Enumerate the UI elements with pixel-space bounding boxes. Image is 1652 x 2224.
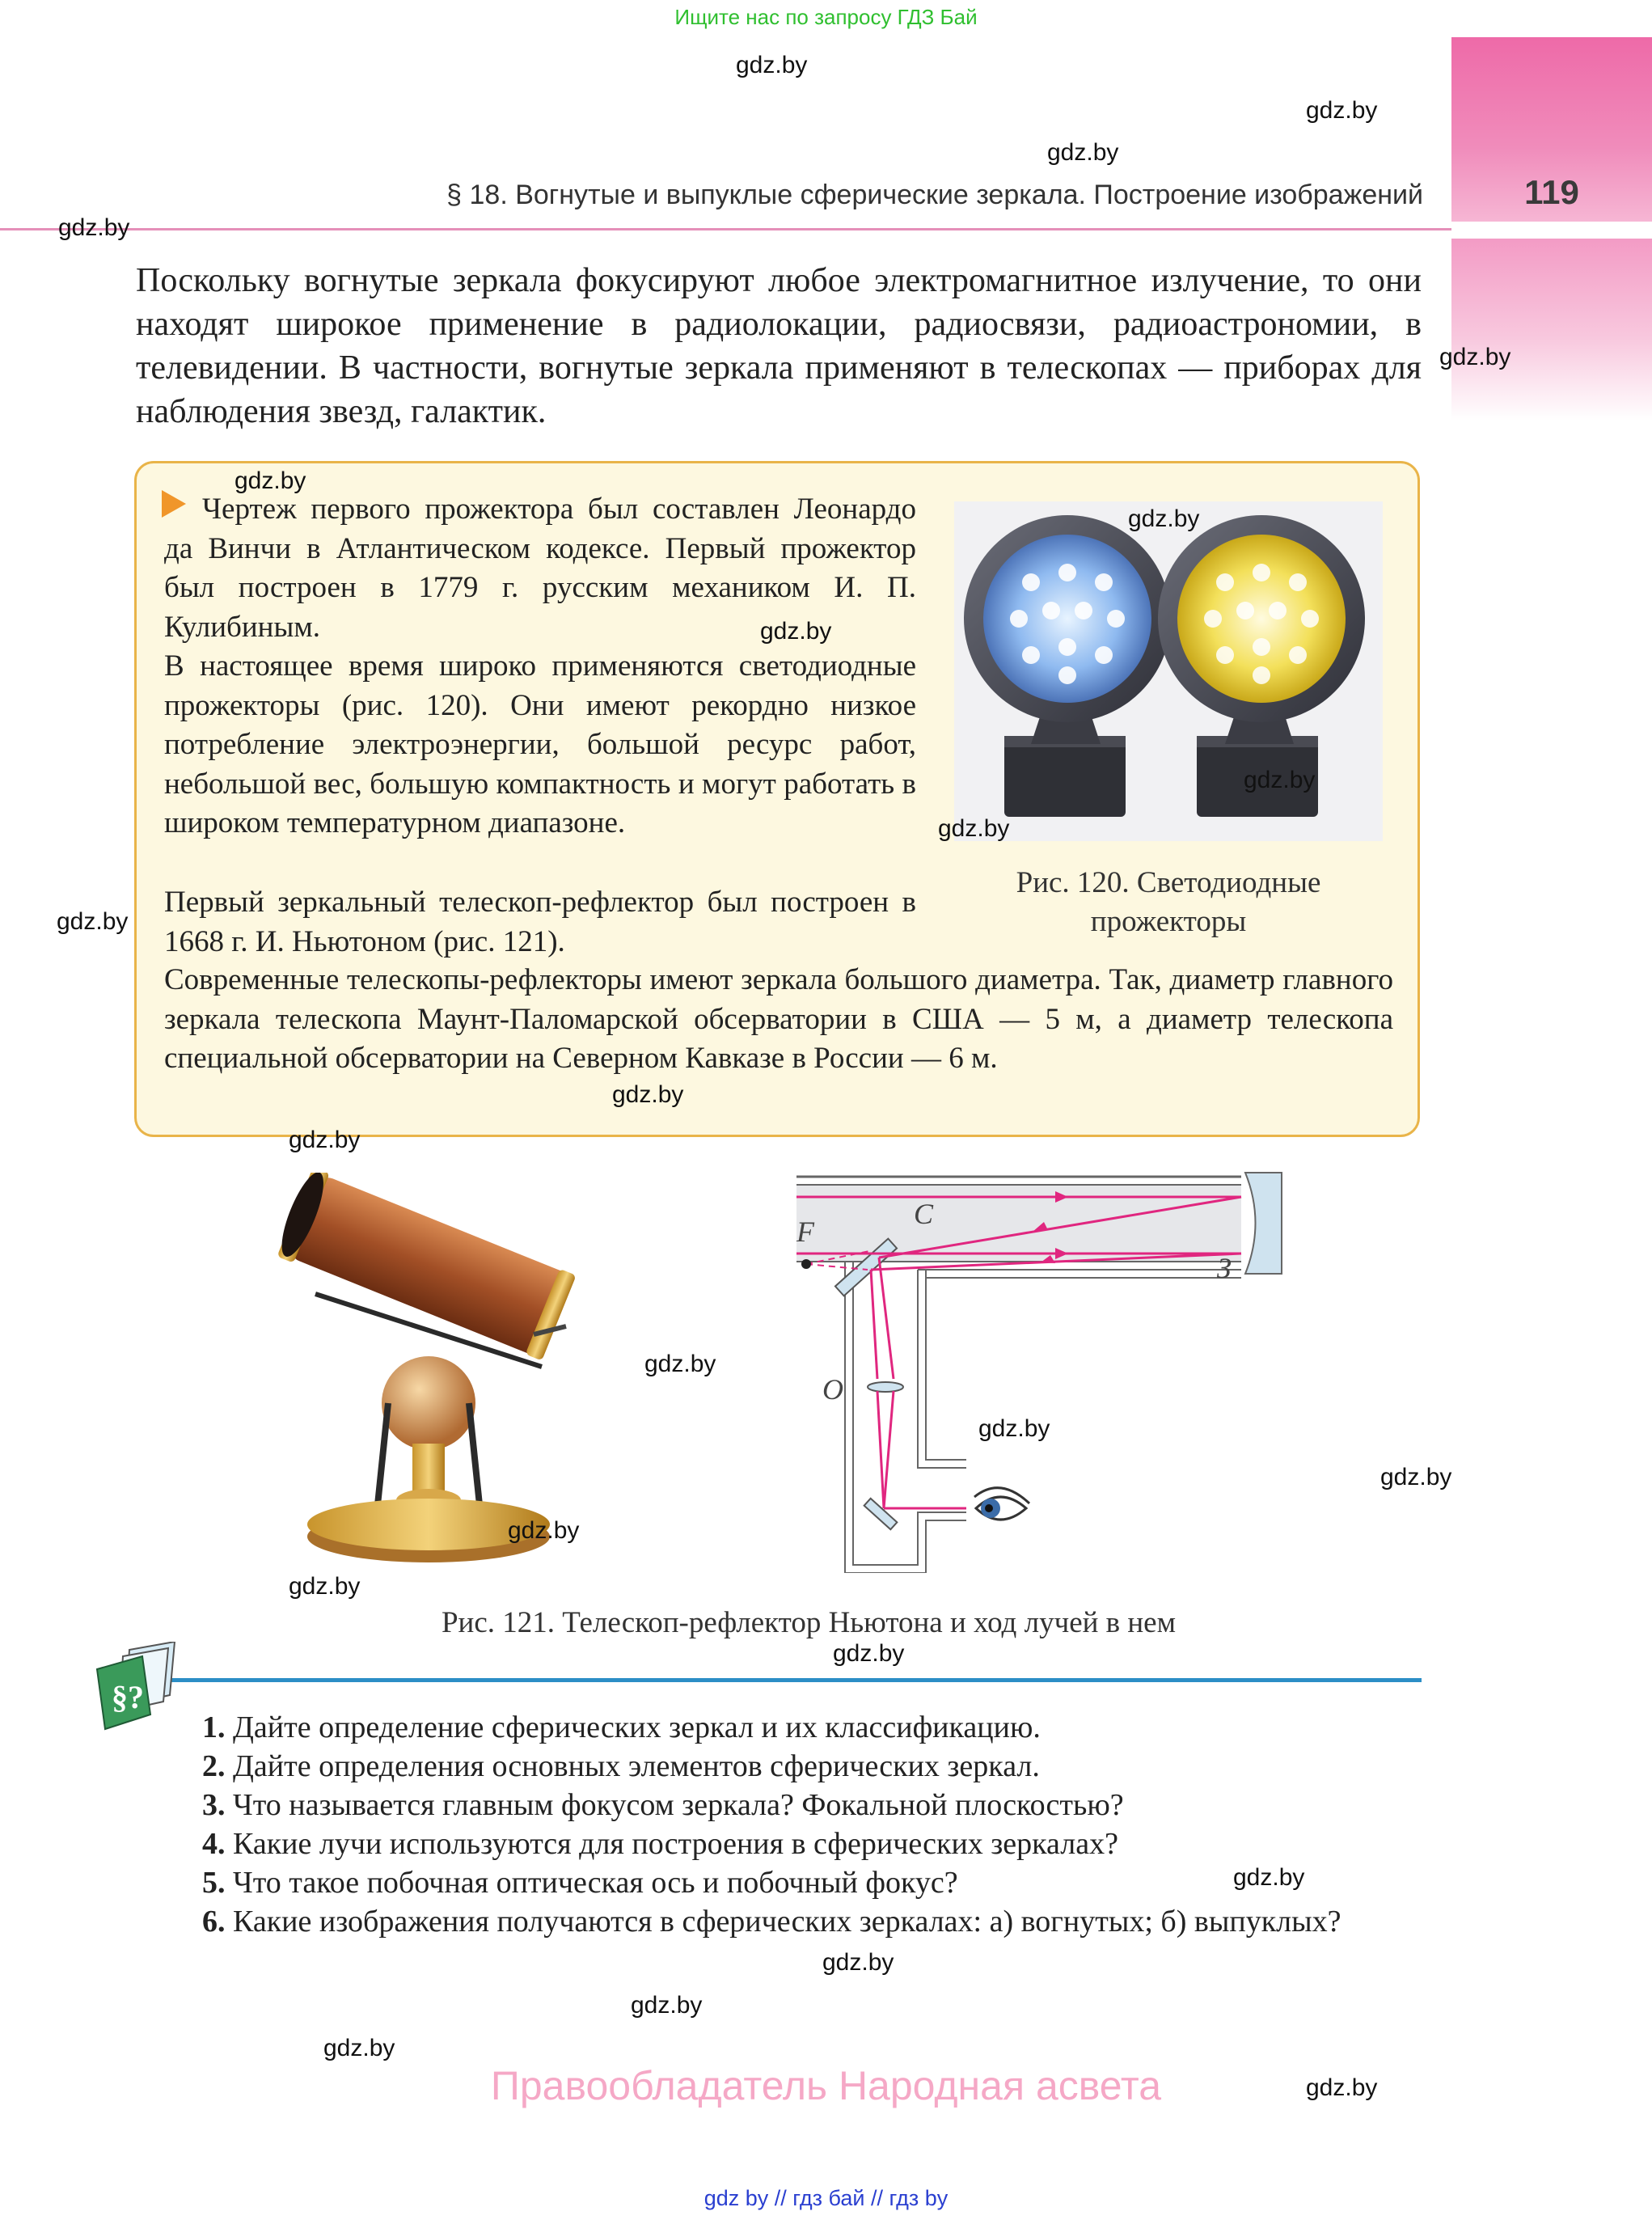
watermark: gdz.by — [938, 815, 1010, 842]
watermark: gdz.by — [736, 52, 808, 78]
newton-telescope-photo — [267, 1173, 590, 1569]
question-item: 3. Что называется главным фокусом зеркала? Фокальной плоскостью? — [202, 1788, 1124, 1822]
watermark: gdz.by — [323, 2035, 395, 2061]
watermark: gdz.by — [612, 1081, 684, 1108]
watermark: gdz.by — [289, 1127, 361, 1153]
question-icon-text: §? — [112, 1679, 144, 1715]
info-paragraph-1: Чертеж первого прожектора был составлен Леонардо да Винчи в Атлантическом кодексе. Первый прожектор был построен в 1779 г. русским механиком И. П. Кулибиным. — [164, 493, 916, 644]
watermark: gdz.by — [978, 1415, 1050, 1442]
question-item: 6. Какие изображения получаются в сферических зеркалах: а) вогнутых; б) выпуклых? — [202, 1905, 1341, 1939]
fig120-caption: Рис. 120. Светодиодные прожекторы — [1016, 866, 1321, 938]
fig121-caption: Рис. 121. Телескоп-рефлектор Ньютона и ход лучей в нем — [441, 1606, 1177, 1639]
watermark: gdz.by — [57, 908, 129, 935]
watermark: gdz.by — [58, 214, 130, 241]
question-item: 5. Что такое побочная оптическая ось и побочный фокус? — [202, 1866, 958, 1900]
watermark: gdz.by — [234, 467, 306, 494]
watermark: gdz.by — [1306, 2074, 1378, 2101]
bottom-links[interactable]: gdz by // гдз бай // гдз by — [703, 2186, 949, 2210]
floodlights-photo — [954, 501, 1383, 841]
watermark: gdz.by — [1439, 344, 1511, 370]
label-c: C — [914, 1198, 934, 1230]
running-header: § 18. Вогнутые и выпуклые сферические зеркала. Построение изображений — [446, 180, 1423, 210]
info-paragraph-2: В настоящее время широко применяются светодиодные прожекторы (рис. 120). Они имеют рекордно низкое потребление электроэнергии, большой ресурс работ, небольшой вес, большую компактность и могут работать в широком температурном диапазоне. — [164, 649, 916, 839]
copyright-notice: Правообладатель Народная асвета — [490, 2063, 1162, 2108]
top-banner[interactable]: Ищите нас по запросу ГДЗ Бай — [674, 5, 978, 29]
watermark: gdz.by — [644, 1351, 716, 1377]
question-item: 1. Дайте определение сферических зеркал и их классификацию. — [202, 1710, 1041, 1744]
watermark: gdz.by — [1233, 1864, 1305, 1891]
watermark: gdz.by — [833, 1640, 905, 1667]
label-o: O — [822, 1373, 843, 1406]
questions-rule — [166, 1678, 1422, 1682]
page-number: 119 — [1524, 173, 1579, 211]
info-paragraph-3: Первый зеркальный телескоп-рефлектор был построен в 1668 г. И. Ньютоном (рис. 121). — [164, 886, 916, 958]
label-mirror: З — [1217, 1252, 1232, 1284]
question-item: 4. Какие лучи используются для построения в сферических зеркалах? — [202, 1827, 1118, 1861]
watermark: gdz.by — [1380, 1464, 1452, 1490]
header-rule — [0, 228, 1451, 230]
watermark: gdz.by — [631, 1992, 703, 2019]
watermark: gdz.by — [1244, 767, 1316, 793]
watermark: gdz.by — [1047, 139, 1119, 166]
intro-paragraph: Поскольку вогнутые зеркала фокусируют любое электромагнитное излучение, то они находят широкое применение в радиолокации, радиосвязи, радиоастрономии, в телевидении. В частности, вогнутые зеркала применяют в телескопах — приборах для наблюдения звезд, галактик. — [136, 262, 1422, 430]
info-paragraph-4: Современные телескопы-рефлекторы имеют зеркала большого диаметра. Так, диаметр главного зеркала телескопа Маунт-Паломарской обсерватории в США — 5 м, а диаметр телескопа специальной обсерватории на Северном Кавказе в России — 6 м. — [164, 963, 1393, 1075]
watermark: gdz.by — [822, 1949, 894, 1976]
newton-telescope-ray-diagram — [788, 1169, 1290, 1573]
label-f: F — [796, 1216, 814, 1248]
watermark: gdz.by — [1128, 505, 1200, 532]
watermark: gdz.by — [1306, 97, 1378, 124]
watermark: gdz.by — [508, 1517, 580, 1544]
watermark: gdz.by — [289, 1573, 361, 1600]
page-tab-decoration-lower — [1451, 239, 1652, 421]
question-item: 2. Дайте определения основных элементов сферических зеркал. — [202, 1749, 1040, 1783]
watermark: gdz.by — [760, 618, 832, 645]
question-book-icon — [91, 1642, 181, 1732]
